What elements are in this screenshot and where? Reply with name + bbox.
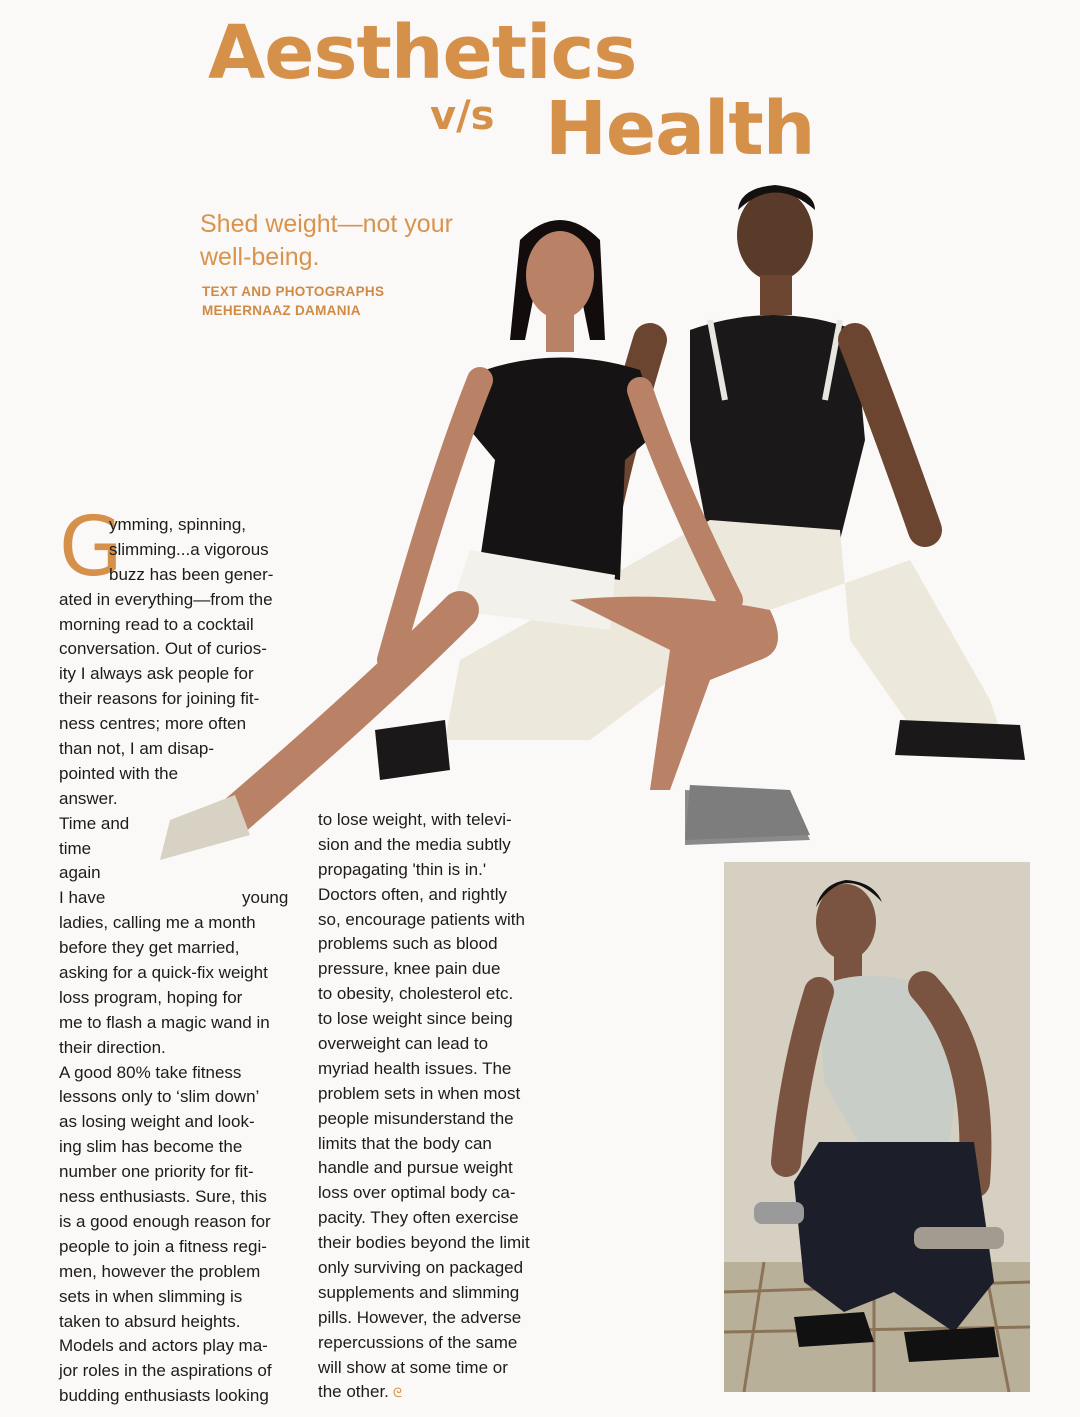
text-line: Time and <box>59 813 130 833</box>
text-line: is a good enough reason for <box>59 1211 271 1231</box>
text-line: their direction. <box>59 1037 166 1057</box>
text-line: handle and pursue weight <box>318 1158 513 1178</box>
text-line: pacity. They often exercise <box>318 1208 519 1228</box>
text-line: conversation. Out of curios- <box>59 639 267 659</box>
text-line: only surviving on packaged <box>318 1258 524 1278</box>
text-line: sets in when slimming is <box>59 1286 243 1306</box>
text-line: will show at some time or <box>318 1357 508 1377</box>
byline-author: MEHERNAAZ DAMANIA <box>202 303 361 318</box>
drop-cap: G <box>59 500 123 595</box>
text-line: pills. However, the adverse <box>318 1307 522 1327</box>
text-line: pressure, knee pain due <box>318 959 501 979</box>
text-line: ladies, calling me a month <box>59 913 256 933</box>
text-line: overweight can lead to <box>318 1034 489 1054</box>
text-line: so, encourage patients with <box>318 909 525 929</box>
text-line: to obesity, cholesterol etc. <box>318 984 514 1004</box>
text-line: budding enthusiasts looking <box>59 1386 269 1406</box>
text-line: repercussions of the same <box>318 1332 518 1352</box>
inset-photo-illustration <box>724 862 1030 1392</box>
text-line: people misunderstand the <box>318 1108 514 1128</box>
text-line: morning read to a cocktail <box>59 614 254 634</box>
text-line-split <box>59 886 299 911</box>
text-line: ymming, spinning, <box>109 515 247 534</box>
text-line: taken to absurd heights. <box>59 1311 241 1331</box>
text-line: as losing weight and look- <box>59 1112 255 1132</box>
text-line: time <box>59 838 92 858</box>
text-line: their reasons for joining fit- <box>59 689 260 709</box>
text-line: jor roles in the aspirations of <box>59 1361 272 1381</box>
text-line: ing slim has become the <box>59 1137 243 1157</box>
text-line: loss over optimal body ca- <box>318 1183 516 1203</box>
text-line: answer. <box>59 788 118 808</box>
text-line: limits that the body can <box>318 1133 492 1153</box>
text-line: lessons only to ‘slim down’ <box>59 1087 260 1107</box>
headline-vs: v/s <box>430 93 495 139</box>
text-line: pointed with the <box>59 763 179 783</box>
text-line: number one priority for fit- <box>59 1162 254 1182</box>
text-line: Models and actors play ma- <box>59 1336 268 1356</box>
text-line: myriad health issues. The <box>318 1058 512 1078</box>
inset-photo-squat <box>724 862 1030 1392</box>
text-line: ated in everything—from the <box>59 589 273 609</box>
text-line: Doctors often, and rightly <box>318 884 507 904</box>
text-line: to lose weight, with televi- <box>318 810 512 829</box>
text-line: men, however the problem <box>59 1261 261 1281</box>
text-line: than not, I am disap- <box>59 739 214 759</box>
text-line-last <box>318 1380 558 1405</box>
text-fragment: I have <box>59 888 106 908</box>
text-line: loss program, hoping for <box>59 987 243 1007</box>
text-line: slimming...a vigorous <box>109 539 269 559</box>
text-line: A good 80% take fitness <box>59 1062 242 1082</box>
headline-health: Health <box>545 86 815 172</box>
text-line: ness centres; more often <box>59 714 247 734</box>
text-line: problems such as blood <box>318 934 498 954</box>
text-fragment: young <box>242 888 289 908</box>
text-line: buzz has been gener- <box>109 564 274 584</box>
text-line: me to flash a magic wand in <box>59 1012 270 1032</box>
text-line: ness enthusiasts. Sure, this <box>59 1187 267 1207</box>
text-line: their bodies beyond the limit <box>318 1233 530 1253</box>
text-line: people to join a fitness regi- <box>59 1236 267 1256</box>
text-line: asking for a quick-fix weight <box>59 963 268 983</box>
text-line: supplements and slimming <box>318 1282 520 1302</box>
text-line: problem sets in when most <box>318 1083 521 1103</box>
body-column-2 <box>318 808 558 1405</box>
text-line: before they get married, <box>59 938 240 958</box>
text-fragment: the other. <box>318 1382 389 1402</box>
deck-subtitle: Shed weight—not your well-being. <box>200 210 453 271</box>
text-line: ity I always ask people for <box>59 664 254 684</box>
byline-role: TEXT AND PHOTOGRAPHS <box>202 284 385 299</box>
headline-aesthetics: Aesthetics <box>208 10 637 96</box>
text-line: again <box>59 863 101 883</box>
text-line: propagating 'thin is in.' <box>318 859 487 879</box>
text-line: to lose weight since being <box>318 1009 513 1029</box>
text-line: sion and the media subtly <box>318 834 511 854</box>
end-of-article-icon: ᘓ <box>392 1385 403 1401</box>
body-column-1 <box>59 513 299 1409</box>
